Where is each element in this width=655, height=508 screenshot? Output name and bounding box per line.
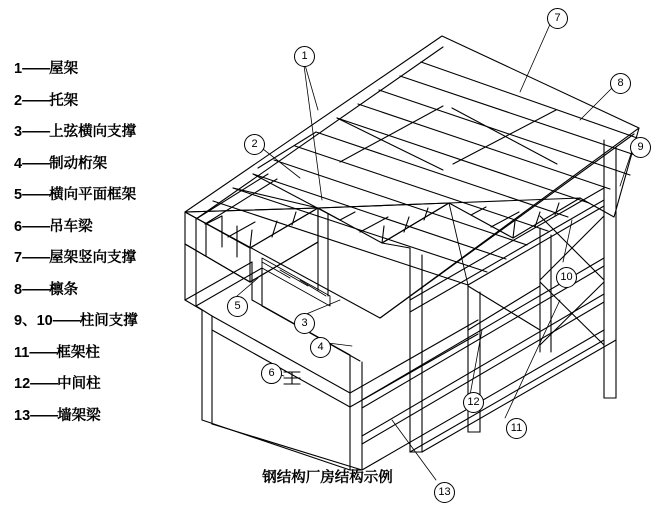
purlin-line: [379, 90, 630, 175]
legend-dash: ——: [22, 281, 50, 298]
legend-number: 2: [14, 92, 23, 109]
callout-13: 13: [434, 482, 455, 503]
legend-dash: ——: [22, 155, 50, 172]
bracket-detail: [196, 219, 206, 256]
leader-11: [505, 300, 560, 418]
legend-label: 屋架: [49, 61, 79, 77]
callout-8: 8: [610, 73, 631, 94]
callout-6: 6: [261, 363, 282, 384]
purlin-line: [213, 201, 468, 285]
callout-1: 1: [294, 46, 315, 67]
callout-2: 2: [244, 134, 265, 155]
legend-label: 中间柱: [57, 376, 101, 392]
left-gable-bottom: [185, 244, 250, 282]
left-column-front: [185, 300, 202, 420]
brake-truss-diagonals: [262, 262, 326, 296]
callout-5: 5: [227, 296, 248, 317]
column-bracing-x-rear: [468, 286, 540, 330]
legend-dash: ——: [22, 187, 50, 203]
legend-number: 7: [14, 250, 23, 266]
legend-label: 框架柱: [56, 344, 100, 361]
left-gable-fascia: [185, 212, 250, 282]
rear-wall-beam-2: [468, 206, 604, 285]
legend-dash: ——: [22, 61, 50, 77]
legend-dash: ——: [22, 92, 50, 109]
legend-label: 制动桁架: [49, 155, 108, 172]
frame-column-front-left: [350, 355, 362, 470]
purlin-line: [421, 62, 643, 140]
roof-vertical-bracing-x-2: [452, 108, 557, 164]
roof-vertical-bracing-x: [337, 106, 443, 170]
figure-caption: 钢结构厂房结构示例: [262, 470, 393, 486]
callout-10: 10: [556, 267, 577, 288]
legend-number: 9、10: [14, 313, 53, 329]
frame-column-mid: [410, 248, 422, 452]
legend-number: 4: [14, 155, 23, 172]
legend-dash: ——: [30, 376, 58, 392]
crane-beam-front: [212, 316, 350, 407]
left-gable-fascia-2: [250, 208, 318, 282]
left-column-front-2: [196, 306, 212, 424]
purlin-line: [253, 174, 506, 259]
legend-number: 11: [14, 344, 30, 361]
callout-11: 11: [506, 418, 527, 439]
callout-7: 7: [547, 8, 568, 29]
legend-label: 墙架梁: [57, 407, 101, 424]
legend-label: 柱间支撑: [79, 313, 138, 329]
callout-3: 3: [294, 313, 315, 334]
purlin-line: [295, 146, 548, 231]
legend-label: 上弦横向支撑: [49, 124, 137, 140]
legend-dash: ——: [22, 218, 50, 235]
roof-truss-right: [580, 128, 639, 217]
leader-3: [304, 300, 340, 315]
legend-label: 横向平面框架: [49, 187, 137, 203]
legend-dash: ——: [22, 124, 50, 140]
legend-number: 1: [14, 61, 23, 77]
left-gable-bottom-2: [250, 242, 318, 282]
legend-label: 屋架竖向支撑: [49, 250, 137, 266]
leader-8: [580, 87, 613, 120]
legend-number: 8: [14, 281, 23, 298]
legend-number: 5: [14, 187, 23, 203]
legend-label: 托架: [49, 92, 79, 109]
frame-column-far-right: [604, 140, 616, 398]
knee-brace: [318, 203, 468, 285]
callout-12: 12: [463, 392, 484, 413]
legend-dash: ——: [29, 344, 57, 361]
legend-label: 檩条: [49, 281, 79, 298]
wall-beam-lower-right: [362, 294, 604, 444]
legend-dash: ——: [52, 313, 80, 329]
column-rear-left-lower: [318, 242, 328, 296]
callout-9: 9: [630, 137, 651, 158]
ground-line-left-2: [212, 424, 362, 470]
crane-beam-section: [284, 372, 300, 384]
brake-truss-panel: [262, 258, 330, 306]
legend-label: 吊车梁: [49, 218, 93, 235]
legend-dash: ——: [30, 407, 58, 424]
legend-number: 13: [14, 407, 31, 424]
legend-dash: ——: [22, 250, 50, 266]
legend-number: 12: [14, 376, 31, 392]
purlin-line: [316, 132, 568, 217]
legend-number: 6: [14, 218, 23, 235]
column-rear-left: [318, 208, 328, 248]
column-bracing-x-lower: [540, 282, 604, 345]
roof-truss-web: [471, 203, 559, 238]
rear-wall-beam: [410, 188, 604, 312]
legend-number: 3: [14, 124, 23, 140]
leader-7: [520, 22, 551, 92]
crane-beam-front-right: [350, 320, 478, 407]
upper-chord-horizontal-bracing: [253, 132, 340, 220]
roof-truss-web: [206, 212, 296, 248]
callout-4: 4: [310, 337, 331, 358]
